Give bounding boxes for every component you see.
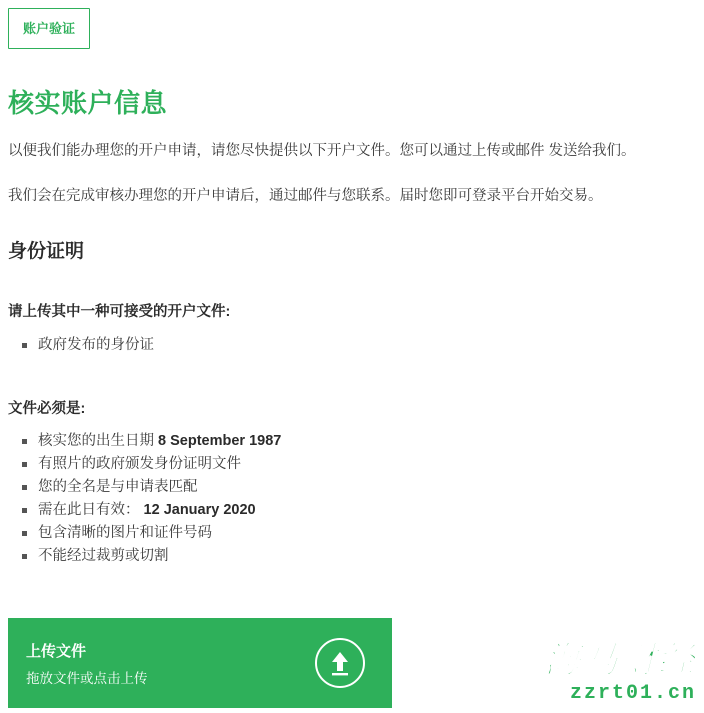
requirement-text: 核实您的出生日期	[38, 433, 159, 449]
requirement-text: 需在此日有效：	[38, 501, 144, 518]
requirement-text: 包含清晰的图片和证件号码	[38, 524, 212, 541]
list-item	[38, 499, 281, 522]
tab-bar	[8, 8, 90, 49]
requirement-value: 12 January 2020	[143, 501, 256, 518]
intro-paragraph-1: 以便我们能办理您的开户申请，请您尽快提供以下开户文件。您可以通过上传或邮件 发送给我们。	[8, 143, 636, 159]
requirements-list	[8, 430, 281, 567]
requirement-text: 有照片的政府颁发身份证明文件	[38, 455, 241, 472]
page-title: 核实账户信息	[8, 88, 168, 118]
watermark-main-text: 海马财经	[543, 640, 696, 681]
requirement-value: 8 September 1987	[158, 433, 282, 449]
upload-arrow-circle-icon[interactable]	[314, 637, 366, 689]
list-item: 政府发布的身份证	[38, 334, 154, 357]
upload-title: 上传文件	[26, 642, 87, 660]
requirements-heading: 文件必须是:	[8, 401, 86, 417]
list-item	[38, 430, 281, 453]
list-item	[38, 545, 281, 568]
requirement-text: 不能经过裁剪或切割	[38, 547, 169, 564]
upload-text-wrap	[26, 640, 148, 687]
upload-dropzone[interactable]	[8, 618, 392, 708]
requirement-text: 您的全名是与申请表匹配	[38, 478, 198, 495]
intro-paragraph-2: 我们会在完成审核办理您的开户申请后，通过邮件与您联系。届时您即可登录平台开始交易。	[8, 188, 603, 204]
watermark	[544, 642, 696, 705]
tab-account-verification[interactable]: 账户验证	[8, 8, 90, 49]
list-item	[38, 453, 281, 476]
upload-subtitle: 拖放文件或点击上传	[26, 670, 148, 686]
accepted-docs-list	[8, 334, 154, 357]
accepted-docs-heading: 请上传其中一种可接受的开户文件:	[8, 304, 231, 320]
watermark-sub-text: zzrt01.cn	[569, 682, 696, 705]
section-heading-identity-proof: 身份证明	[8, 241, 85, 262]
list-item	[38, 476, 281, 499]
list-item	[38, 522, 281, 545]
